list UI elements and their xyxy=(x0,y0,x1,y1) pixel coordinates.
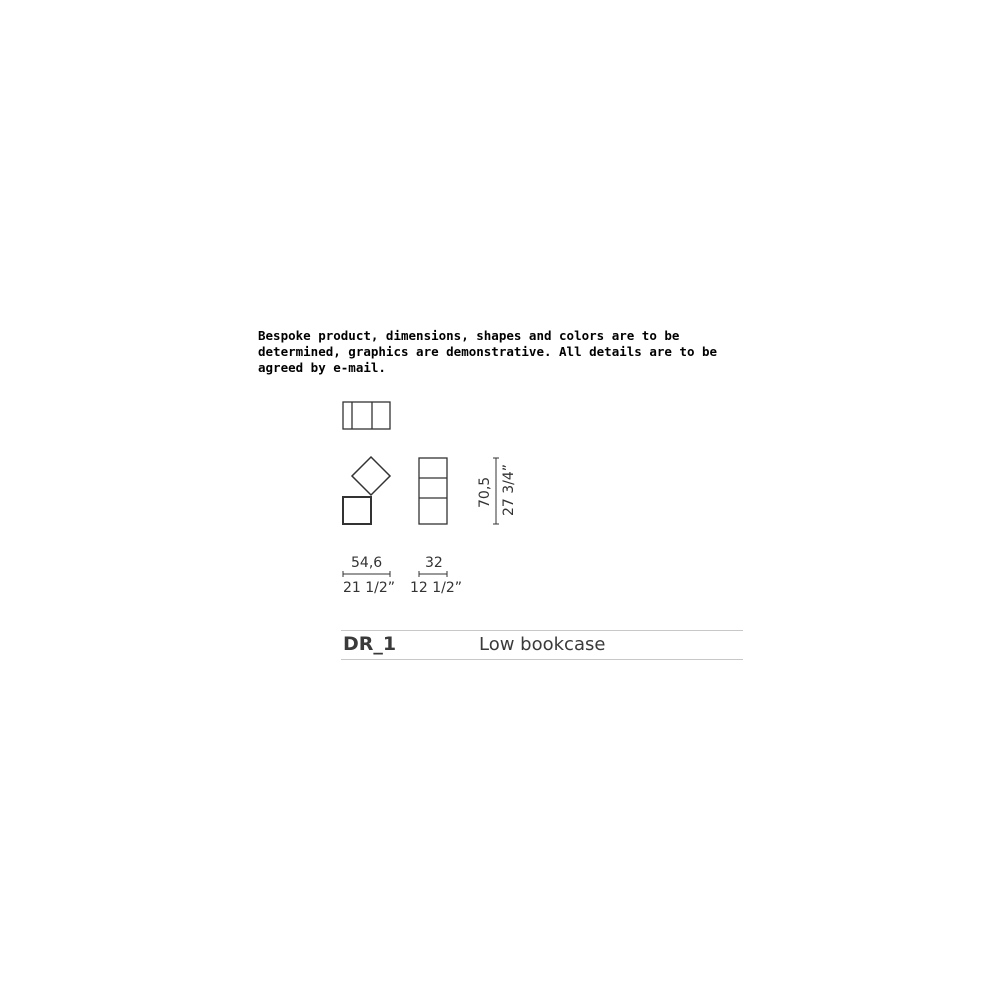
top-view xyxy=(343,402,390,429)
bespoke-notice: Bespoke product, dimensions, shapes and colors are to be determined, graphics are demonstrative. All details are to be agreed by e-mail. xyxy=(258,328,718,375)
depth-dimension-line xyxy=(419,571,447,577)
depth-in-label: 12 1/2” xyxy=(410,580,463,596)
height-in-label: 27 3/4” xyxy=(501,463,517,516)
depth-cm-label: 32 xyxy=(425,555,443,571)
spec-top-rule xyxy=(341,630,743,631)
model-description: Low bookcase xyxy=(479,634,606,655)
front-view xyxy=(419,458,447,524)
width-in-label: 21 1/2” xyxy=(343,580,396,596)
width-cm-label: 54,6 xyxy=(351,555,383,571)
height-cm-label: 70,5 xyxy=(477,476,493,508)
width-dimension-line xyxy=(343,571,390,577)
height-dimension-line xyxy=(493,458,499,524)
model-code: DR_1 xyxy=(343,633,397,655)
side-view xyxy=(343,457,390,524)
spec-bottom-rule xyxy=(341,659,743,660)
